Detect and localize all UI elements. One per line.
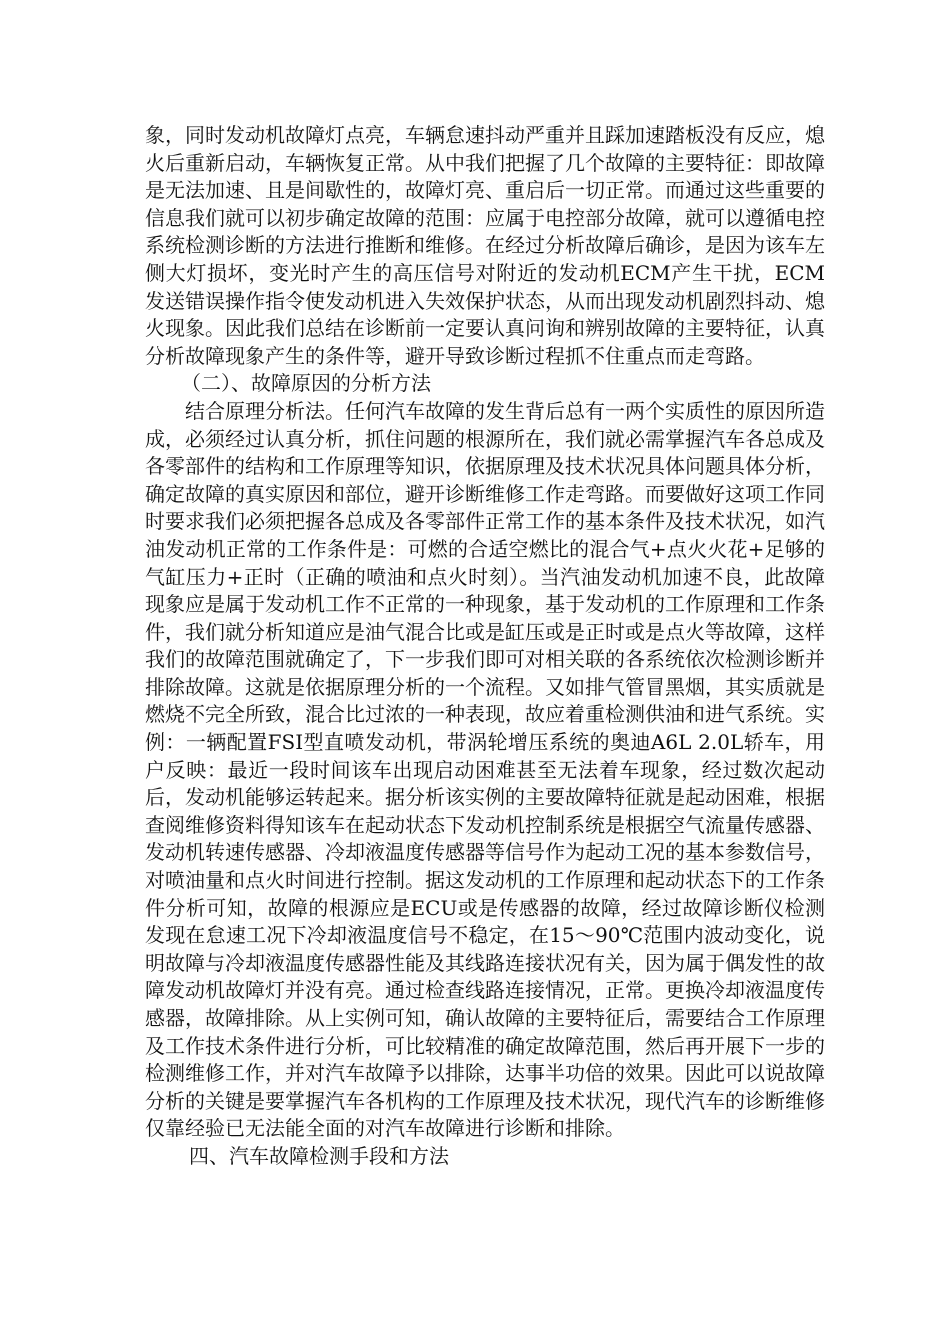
paragraph-analysis-method: 结合原理分析法。任何汽车故障的发生背后总有一两个实质性的原因所造成，必须经过认真分析，抓住问题的根源所在，我们就必需掌握汽车各总成及各零部件的结构和工作原理等知识，依据原理及技术状况具体问题具体分析，确定故障的真实原因和部位，避开诊断维修工作走弯路。而要做好这项工作同时要求我们必须把握各总成及各零部件正常工作的基本条件及技术状况，如汽油发动机正常的工作条件是：可燃的合适空燃比的混合气+点火火花+足够的气缸压力+正时（正确的喷油和点火时刻）。当汽油发动机加速不良，此故障现象应是属于发动机工作不正常的一种现象，基于发动机的工作原理和工作条件，我们就分析知道应是油气混合比或是缸压或是正时或是点火等故障，这样我们的故障范围就确定了，下一步我们即可对相关联的各系统依次检测诊断并排除故障。这就是依据原理分析的一个流程。又如排气管冒黑烟，其实质就是燃烧不完全所致，混合比过浓的一种表现，故应着重检测供油和进气系统。实例：一辆配置FSI型直喷发动机，带涡轮增压系统的奥迪A6L 2.0L轿车，用户反映：最近一段时间该车出现启动困难甚至无法着车现象，经过数次起动后，发动机能够运转起来。据分析该实例的主要故障特征就是起动困难，根据查阅维修资料得知该车在起动状态下发动机控制系统是根据空气流量传感器、发动机转速传感器、冷却液温度传感器等信号作为起动工况的基本参数信号，对喷油量和点火时间进行控制。据这发动机的工作原理和起动状态下的工作条件分析可知，故障的根源应是ECU或是传感器的故障，经过故障诊断仪检测发现在怠速工况下冷却液温度信号不稳定，在15～90℃范围内波动变化，说明故障与冷却液温度传感器性能及其线路连接状况有关，因为属于偶发性的故障发动机故障灯并没有亮。通过检查线路连接情况，正常。更换冷却液温度传感器，故障排除。从上实例可知，确认故障的主要特征后，需要结合工作原理及工作技术条件进行分析，可比较精准的确定故障范围，然后再开展下一步的检测维修工作，并对汽车故障予以排除，达事半功倍的效果。因此可以说故障分析的关键是要掌握汽车各机构的工作原理及技术状况，现代汽车的诊断维修仅靠经验已无法能全面的对汽车故障进行诊断和排除。 (145, 398, 825, 1141)
section-heading-next: 四、汽车故障检测手段和方法 (189, 1143, 449, 1168)
section-subheading: （二）、故障原因的分析方法 (181, 371, 431, 396)
document-body (145, 122, 825, 1171)
paragraph-continuation: 象，同时发动机故障灯点亮，车辆怠速抖动严重并且踩加速踏板没有反应，熄火后重新启动，车辆恢复正常。从中我们把握了几个故障的主要特征：即故障是无法加速、且是间歇性的，故障灯亮、重启后一切正常。而通过这些重要的信息我们就可以初步确定故障的范围：应属于电控部分故障，就可以遵循电控系统检测诊断的方法进行推断和维修。在经过分析故障后确诊，是因为该车左侧大灯损坏，变光时产生的高压信号对附近的发动机ECM产生干扰，ECM发送错误操作指令使发动机进入失效保护状态，从而出现发动机剧烈抖动、熄火现象。因此我们总结在诊断前一定要认真问询和辨别故障的主要特征，认真分析故障现象产生的条件等，避开导致诊断过程抓不住重点而走弯路。 (145, 123, 825, 368)
